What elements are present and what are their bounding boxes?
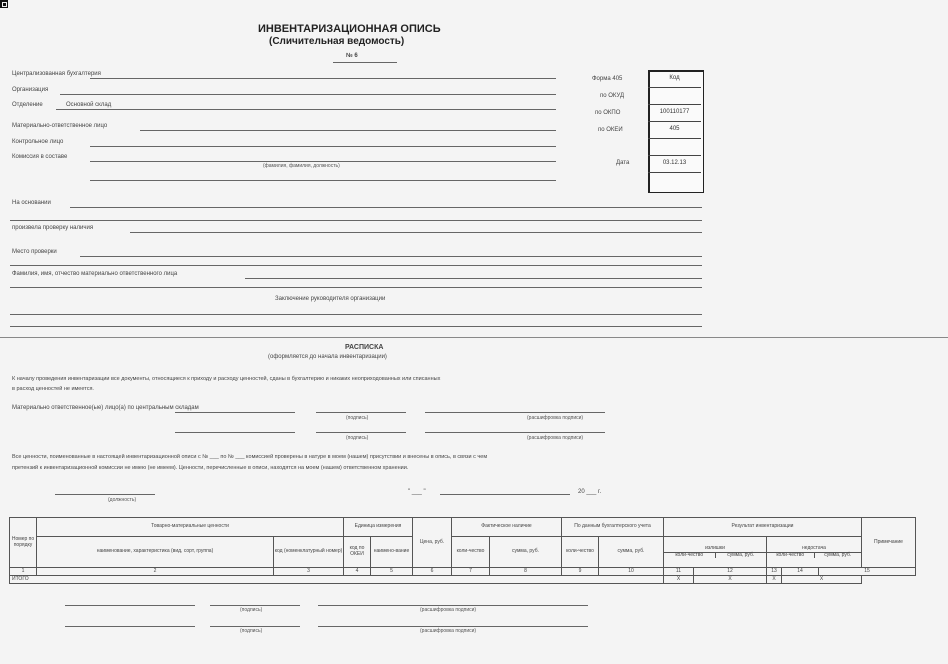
receipt-text-2: в расход ценностей не имеется.	[12, 386, 94, 392]
number-line	[333, 62, 397, 63]
date-label: Дата	[616, 160, 630, 166]
th-shortage	[767, 537, 862, 568]
empty-code-cell[interactable]	[648, 138, 701, 156]
conducted-check-line[interactable]	[130, 232, 702, 233]
bottom-signature-line-2[interactable]	[210, 626, 300, 627]
bottom-position-line-1[interactable]	[65, 605, 195, 606]
receipt-text-1: К началу проведения инвентаризации все документы, относящиеся к приходу и расходу ценностей, сданы в бухгалтерию и никаких неоприходованных или списанных	[12, 376, 441, 382]
th-surplus-qty: коли-чество	[664, 553, 716, 559]
total-label: ИТОГО	[10, 576, 664, 584]
th-surplus-label: излишки	[664, 546, 766, 553]
th-name: наименование, характеристика (вид, сорт, группа)	[37, 537, 274, 568]
total-value-4: Х	[782, 576, 862, 584]
bottom-fio-line-2[interactable]	[318, 626, 588, 627]
th-item-number: код (номенклатурный номер)	[274, 537, 344, 568]
col-num-1: 1	[10, 568, 37, 576]
statement-date-quote: " ___ "	[408, 489, 426, 495]
commission-caption: (фамилия, фамилия, должность)	[263, 163, 340, 169]
commission-label: Комиссия в составе	[12, 154, 68, 160]
th-number: Номер по порядку	[10, 518, 37, 568]
th-acc-qty: коли-чество	[562, 537, 599, 568]
col-number-row	[10, 568, 916, 576]
form-code-value[interactable]: Код	[648, 70, 701, 88]
mol2-signature-caption: (подпись)	[346, 435, 369, 441]
place-line[interactable]	[80, 256, 702, 257]
col-num-4: 4	[344, 568, 371, 576]
form-title: ИНВЕНТАРИЗАЦИОННАЯ ОПИСЬ	[258, 23, 441, 35]
statement-position-line[interactable]	[55, 494, 155, 495]
organization-line[interactable]	[60, 94, 556, 95]
mol-label: Материально ответственное(ые) лицо(а) по центральным складам	[12, 405, 199, 411]
central-accounting-label: Централизованная бухгалтерия	[12, 71, 101, 77]
okud-label: по ОКУД	[600, 93, 625, 99]
central-accounting-line[interactable]	[90, 78, 556, 79]
col-num-5: 5	[371, 568, 413, 576]
statement-year: 20 ___ г.	[578, 489, 602, 495]
place-label: Место проверки	[12, 249, 57, 255]
on-basis-line[interactable]	[70, 207, 702, 208]
statement-text-1: Все ценности, поименованные в настоящей инвентаризационной описи с № ___ по № ___ комиссией проверены в натуре в моем (нашем) присутствии и внесены в опись, в связи с чем	[12, 454, 488, 460]
form-subtitle: (Сличительная ведомость)	[269, 36, 405, 47]
bottom-signature-caption-2: (подпись)	[240, 628, 263, 634]
app-corner-icon[interactable]	[0, 0, 8, 8]
th-surplus-sum: сумма, руб.	[727, 551, 755, 558]
statement-position-caption: (должность)	[108, 497, 137, 503]
date-value[interactable]: 03.12.13	[648, 155, 701, 173]
col-num-7: 7	[452, 568, 490, 576]
control-person-line[interactable]	[90, 146, 556, 147]
receipt-title: РАСПИСКА	[345, 344, 384, 351]
th-actual-qty: коли-чество	[452, 537, 490, 568]
responsible-fio-label: Фамилия, имя, отчество материально ответственного лица	[12, 271, 178, 277]
conducted-check-label: произвела проверку наличия	[12, 225, 94, 231]
okei-label: по ОКЕИ	[598, 127, 623, 133]
th-acc-sum: сумма, руб.	[599, 537, 664, 568]
bottom-signature-line-1[interactable]	[210, 605, 300, 606]
th-surplus	[664, 537, 767, 568]
th-okei: код по ОКЕИ	[344, 537, 371, 568]
okud-value[interactable]	[648, 87, 701, 105]
head-line-1[interactable]	[10, 314, 702, 315]
bottom-signature-caption-1: (подпись)	[240, 607, 263, 613]
th-shortage-sum: сумма, руб.	[824, 551, 852, 558]
responsible-fio-line-2[interactable]	[10, 287, 702, 288]
th-unit: Единица измерения	[344, 518, 413, 537]
okpo-value[interactable]: 100110177	[648, 104, 701, 122]
th-result: Результат инвентаризации	[664, 518, 862, 537]
okei-value[interactable]: 405	[648, 121, 701, 139]
okpo-label: по ОКПО	[595, 110, 621, 116]
th-accounting: По данным бухгалтерского учета	[562, 518, 664, 537]
bottom-position-line-2[interactable]	[65, 626, 195, 627]
total-value-1: Х	[664, 576, 694, 584]
col-num-2: 2	[37, 568, 274, 576]
col-num-14: 14	[782, 568, 819, 576]
mol2-fio-caption: (расшифровка подписи)	[527, 435, 584, 441]
th-price: Цена, руб.	[413, 518, 452, 568]
bottom-fio-line-1[interactable]	[318, 605, 588, 606]
mol2-signature-line[interactable]	[316, 432, 406, 433]
statement-date-line[interactable]	[440, 494, 570, 495]
on-basis-line-2[interactable]	[10, 220, 702, 221]
bottom-fio-caption-2: (расшифровка подписи)	[420, 628, 477, 634]
responsible-line[interactable]	[140, 130, 556, 131]
department-line[interactable]	[56, 109, 556, 110]
col-num-15: 15	[819, 568, 916, 576]
responsible-fio-line[interactable]	[245, 278, 702, 279]
th-unit-name: наимено-вание	[371, 537, 413, 568]
total-row	[10, 576, 916, 584]
commission-line[interactable]	[90, 161, 556, 162]
bottom-fio-caption-1: (расшифровка подписи)	[420, 607, 477, 613]
head-line-2[interactable]	[10, 326, 702, 327]
mol-fio-caption: (расшифровка подписи)	[527, 415, 584, 421]
mol-position-line[interactable]	[175, 412, 295, 413]
mol2-position-line[interactable]	[175, 432, 295, 433]
col-num-13: 13	[767, 568, 782, 576]
col-num-11: 11	[664, 568, 694, 576]
total-value-3: Х	[767, 576, 782, 584]
col-num-9: 9	[562, 568, 599, 576]
commission-line-2[interactable]	[90, 180, 556, 181]
control-person-label: Контрольное лицо	[12, 139, 64, 145]
organization-label: Организация	[12, 87, 49, 93]
th-shortage-label: недостача	[767, 546, 861, 553]
mol-signature-caption: (подпись)	[346, 415, 369, 421]
total-empty	[862, 576, 916, 584]
th-goods: Товарно-материальные ценности	[37, 518, 344, 537]
th-shortage-qty: коли-чество	[767, 553, 815, 559]
col-num-8: 8	[490, 568, 562, 576]
page-divider	[0, 337, 948, 338]
responsible-label: Материально-ответственное лицо	[12, 123, 108, 129]
receipt-subtitle: (оформляется до начала инвентаризации)	[268, 354, 387, 360]
total-value-2: Х	[694, 576, 767, 584]
th-actual-sum: сумма, руб.	[490, 537, 562, 568]
mol-fio-line[interactable]	[425, 412, 605, 413]
form-code-label: Форма 405	[592, 76, 623, 82]
statement-text-2: претензий к инвентаризационной комиссии не имею (не имеем). Ценности, перечисленные в описи, находятся на моем (нашем) ответственном хранении.	[12, 465, 409, 471]
th-actual: Фактическое наличие	[452, 518, 562, 537]
head-signature-label: Заключение руководителя организации	[275, 296, 386, 302]
form-number: № 6	[346, 53, 358, 59]
mol2-fio-line[interactable]	[425, 432, 605, 433]
place-line-2[interactable]	[10, 265, 702, 266]
th-note: Примечание	[862, 518, 916, 568]
col-num-12: 12	[694, 568, 767, 576]
on-basis-label: На основании	[12, 200, 51, 206]
department-label: Отделение	[12, 102, 43, 108]
col-num-6: 6	[413, 568, 452, 576]
col-num-10: 10	[599, 568, 664, 576]
inventory-table	[9, 517, 916, 584]
mol-signature-line[interactable]	[316, 412, 406, 413]
department-value: Основной склад	[66, 102, 112, 108]
col-num-3: 3	[274, 568, 344, 576]
